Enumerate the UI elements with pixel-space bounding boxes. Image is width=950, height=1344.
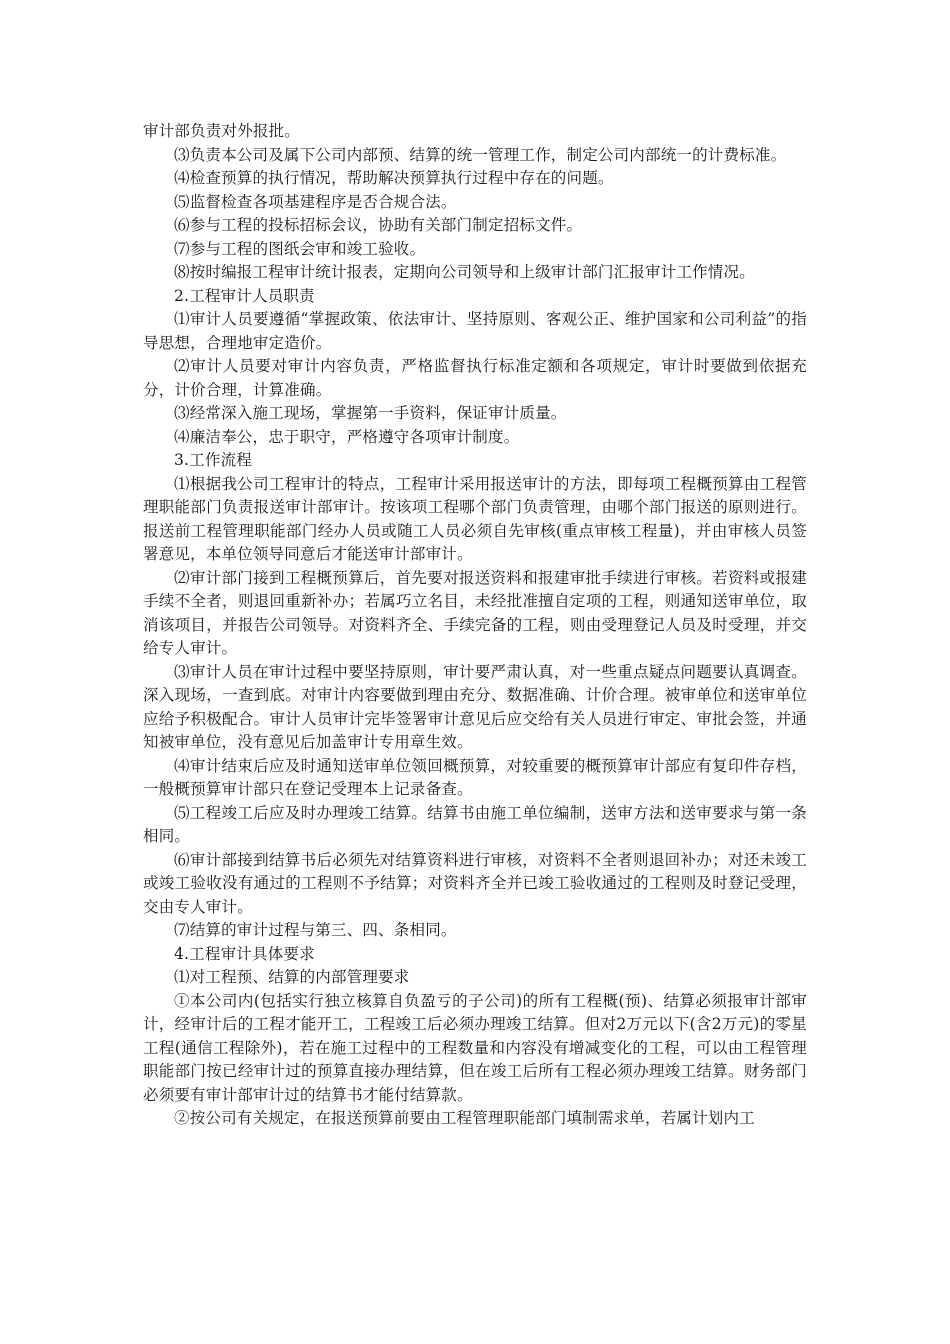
paragraph: ⑹参与工程的投标招标会议，协助有关部门制定招标文件。 (174, 216, 583, 234)
paragraph: 审计部负责对外报批。 (143, 122, 301, 140)
paragraph: ⑸工程竣工后应及时办理竣工结算。结算书由施工单位编制，送审方法和送审要求与第一条相同。 (143, 803, 807, 845)
paragraph: ⑸监督检查各项基建程序是否合规合法。 (174, 192, 457, 211)
paragraph: ①本公司内(包括实行独立核算自负盈亏的子公司)的所有工程概(预)、结算必须报审计部审计，经审计后的工程才能开工，工程竣工后必须办理竣工结算。但对2万元以下(含2万元)的零星工程(通信工程除外)，若在施工过程中的工程数量和内容没有增减变化的工程，可以由工程管理职能部门按已经审计过的预算直接办理结算，但在竣工后所有工程必须办理竣工结算。财务部门必须要有审计部审计过的结算书才能付结算款。 (143, 991, 807, 1104)
paragraph: ⑷审计结束后应及时通知送审单位领回概预算，对较重要的概预算审计部应有复印件存档，一般概预算审计部只在登记受理本上记录备查。 (143, 756, 807, 798)
paragraph: ②按公司有关规定，在报送预算前要由工程管理职能部门填制需求单，若属计划内工 (174, 1109, 755, 1127)
section-heading: 3.工作流程 (174, 451, 252, 469)
paragraph: ⑵审计部门接到工程概预算后，首先要对报送资料和报建审批手续进行审核。若资料或报建手续不全者，则退回重新补办；若属巧立名目，未经批准擅自定项的工程，则通知送审单位，取消该项目，并报告公司领导。对资料齐全、手续完备的工程，则由受理登记人员及时受理，并交给专人审计。 (143, 568, 807, 657)
paragraph: ⑺参与工程的图纸会审和竣工验收。 (174, 239, 426, 258)
paragraph: ⑶经常深入施工现场，掌握第一手资料，保证审计质量。 (174, 404, 567, 422)
paragraph: ⑺结算的审计过程与第三、四、条相同。 (174, 921, 457, 939)
paragraph: ⑶审计人员在审计过程中要坚持原则，审计要严肃认真，对一些重点疑点问题要认真调查。深入现场，一查到底。对审计内容要做到理由充分、数据准确、计价合理。被审单位和送审单位应给予积极配合。审计人员审计完毕签署审计意见后应交给有关人员进行审定、审批会签，并通知被审单位，没有意见后加盖审计专用章生效。 (143, 662, 807, 751)
paragraph: ⑻按时编报工程审计统计报表，定期向公司领导和上级审计部门汇报审计工作情况。 (174, 263, 755, 281)
section-heading: 2.工程审计人员职责 (174, 286, 315, 305)
subsection-heading: ⑴对工程预、结算的内部管理要求 (174, 968, 410, 986)
paragraph: ⑷廉洁奉公，忠于职守，严格遵守各项审计制度。 (174, 427, 520, 446)
paragraph: ⑴审计人员要遵循“掌握政策、依法审计、坚持原则、客观公正、维护国家和公司利益”的指导思想，合理地审定造价。 (143, 310, 807, 352)
paragraph: ⑹审计部接到结算书后必须先对结算资料进行审核，对资料不全者则退回补办；对还未竣工或竣工验收没有通过的工程则不予结算；对资料齐全并已竣工验收通过的工程则及时登记受理，交由专人审计。 (143, 850, 807, 916)
paragraph: ⑶负责本公司及属下公司内部预、结算的统一管理工作，制定公司内部统一的计费标准。 (174, 145, 787, 164)
paragraph: ⑵审计人员要对审计内容负责，严格监督执行标准定额和各项规定，审计时要做到依据充分，计价合理，计算准确。 (143, 357, 807, 399)
paragraph: ⑷检查预算的执行情况，帮助解决预算执行过程中存在的问题。 (174, 169, 614, 187)
paragraph: ⑴根据我公司工程审计的特点，工程审计采用报送审计的方法，即每项工程概预算由工程管理职能部门负责报送审计部审计。按该项工程哪个部门负责管理，由哪个部门报送的原则进行。报送前工程管理职能部门经办人员或随工人员必须自先审核(重点审核工程量)，并由审核人员签署意见，本单位领导同意后才能送审计部审计。 (143, 474, 807, 563)
document-body (143, 120, 807, 1131)
section-heading: 4.工程审计具体要求 (174, 944, 315, 963)
